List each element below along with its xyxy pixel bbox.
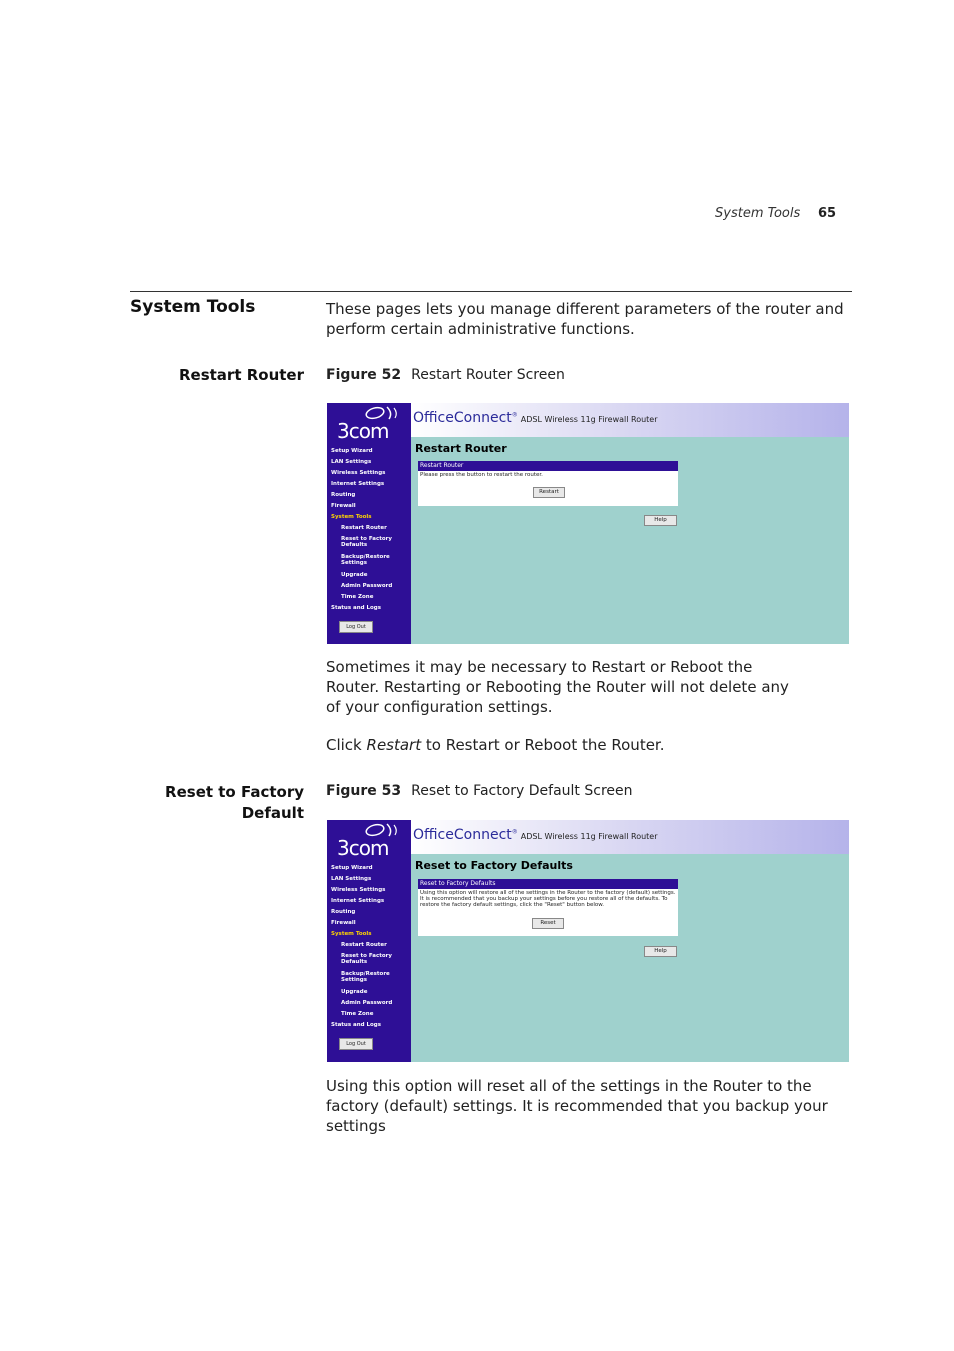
nav-wireless-settings[interactable]: Wireless Settings — [331, 887, 386, 893]
nav-internet-settings[interactable]: Internet Settings — [331, 898, 385, 904]
router-banner — [411, 403, 849, 437]
figure-label: Figure 53 — [326, 783, 402, 799]
running-header-title: System Tools — [715, 206, 801, 221]
restart-paragraph: Sometimes it may be necessary to Restart or Reboot the Router. Restarting or Rebooting the Router will not delete any of your configuration settings. — [326, 658, 789, 716]
section-rule — [130, 291, 852, 292]
reset-heading-line2: Default — [241, 804, 304, 822]
nav-backup-restore[interactable]: Backup/Restore — [341, 971, 390, 977]
restart-panel — [418, 461, 678, 506]
nav-firewall[interactable]: Firewall — [331, 503, 356, 509]
reset-heading-line1: Reset to Factory — [165, 783, 304, 801]
nav-reset-factory[interactable]: Reset to Factory — [341, 536, 392, 542]
figure-caption-text: Reset to Factory Default Screen — [411, 783, 633, 799]
instruction-rest: to Restart or Reboot the Router. — [421, 736, 665, 754]
3com-logo: 3com — [337, 419, 389, 443]
3com-logo: 3com — [337, 836, 389, 860]
brand-registered-mark: ® — [511, 828, 518, 836]
restart-instruction — [326, 735, 856, 755]
reset-factory-screenshot — [327, 820, 849, 1062]
page-number: 65 — [818, 206, 837, 221]
nav-backup-restore-line2[interactable]: Settings — [341, 560, 367, 566]
nav-backup-restore[interactable]: Backup/Restore — [341, 554, 390, 560]
intro-paragraph: These pages lets you manage different parameters of the router and perform certain administrative functions. — [326, 300, 844, 338]
figure-52-caption — [326, 367, 565, 383]
restart-router-screenshot — [327, 403, 849, 644]
nav-firewall[interactable]: Firewall — [331, 920, 356, 926]
router-banner — [411, 820, 849, 854]
restart-emphasis: Restart — [366, 736, 422, 754]
nav-backup-restore-line2[interactable]: Settings — [341, 977, 367, 983]
nav-system-tools[interactable]: System Tools — [331, 931, 372, 937]
nav-reset-factory-line2[interactable]: Defaults — [341, 959, 368, 965]
nav-upgrade[interactable]: Upgrade — [341, 572, 368, 578]
nav-setup-wizard[interactable]: Setup Wizard — [331, 448, 373, 454]
nav-status-logs[interactable]: Status and Logs — [331, 605, 382, 611]
help-button[interactable]: Help — [644, 946, 677, 957]
panel-description: Using this option will restore all of the settings in the Router to the factory (default) settings. It is recommended that you backup your settings before you restore all of the defaults. To restore the factory default settings, click the "Reset" button below. — [420, 890, 676, 908]
nav-restart-router[interactable]: Restart Router — [341, 525, 387, 531]
nav-wireless-settings[interactable]: Wireless Settings — [331, 470, 386, 476]
figure-caption-text: Restart Router Screen — [411, 367, 565, 383]
help-button[interactable]: Help — [644, 515, 677, 526]
reset-paragraph: Using this option will reset all of the settings in the Router to the factory (default) settings. It is recommended that you backup your settings — [326, 1077, 828, 1135]
router-sidebar — [327, 820, 411, 1062]
logout-button[interactable]: Log Out — [339, 621, 373, 633]
nav-status-logs[interactable]: Status and Logs — [331, 1022, 382, 1028]
panel-description: Please press the button to restart the router. — [420, 472, 543, 478]
nav-time-zone[interactable]: Time Zone — [341, 1011, 374, 1017]
router-sidebar — [327, 403, 411, 644]
brand-title — [413, 827, 658, 843]
restart-heading: Restart Router — [178, 366, 304, 384]
nav-system-tools[interactable]: System Tools — [331, 514, 372, 520]
reset-button[interactable]: Reset — [532, 918, 564, 929]
nav-routing[interactable]: Routing — [331, 492, 356, 498]
brand-registered-mark: ® — [511, 411, 518, 419]
restart-button[interactable]: Restart — [533, 487, 565, 498]
panel-title-bar: Reset to Factory Defaults — [418, 879, 678, 889]
nav-internet-settings[interactable]: Internet Settings — [331, 481, 385, 487]
product-name: ADSL Wireless 11g Firewall Router — [520, 832, 658, 841]
product-name: ADSL Wireless 11g Firewall Router — [520, 415, 658, 424]
router-page-title: Reset to Factory Defaults — [415, 859, 573, 872]
reset-heading — [150, 782, 304, 824]
logout-button[interactable]: Log Out — [339, 1038, 373, 1050]
panel-title-bar: Restart Router — [418, 461, 678, 471]
router-page-title: Restart Router — [415, 442, 507, 455]
nav-reset-factory[interactable]: Reset to Factory — [341, 953, 392, 959]
brand-title — [413, 410, 658, 426]
brand-name: OfficeConnect — [413, 827, 512, 843]
click-text: Click — [326, 736, 367, 754]
section-title: System Tools — [130, 297, 256, 317]
brand-name: OfficeConnect — [413, 410, 512, 426]
nav-reset-factory-line2[interactable]: Defaults — [341, 542, 368, 548]
nav-setup-wizard[interactable]: Setup Wizard — [331, 865, 373, 871]
nav-admin-password[interactable]: Admin Password — [341, 583, 393, 589]
figure-label: Figure 52 — [326, 367, 402, 383]
nav-admin-password[interactable]: Admin Password — [341, 1000, 393, 1006]
nav-routing[interactable]: Routing — [331, 909, 356, 915]
nav-lan-settings[interactable]: LAN Settings — [331, 459, 372, 465]
nav-upgrade[interactable]: Upgrade — [341, 989, 368, 995]
figure-53-caption — [326, 783, 633, 799]
nav-restart-router[interactable]: Restart Router — [341, 942, 387, 948]
nav-lan-settings[interactable]: LAN Settings — [331, 876, 372, 882]
nav-time-zone[interactable]: Time Zone — [341, 594, 374, 600]
